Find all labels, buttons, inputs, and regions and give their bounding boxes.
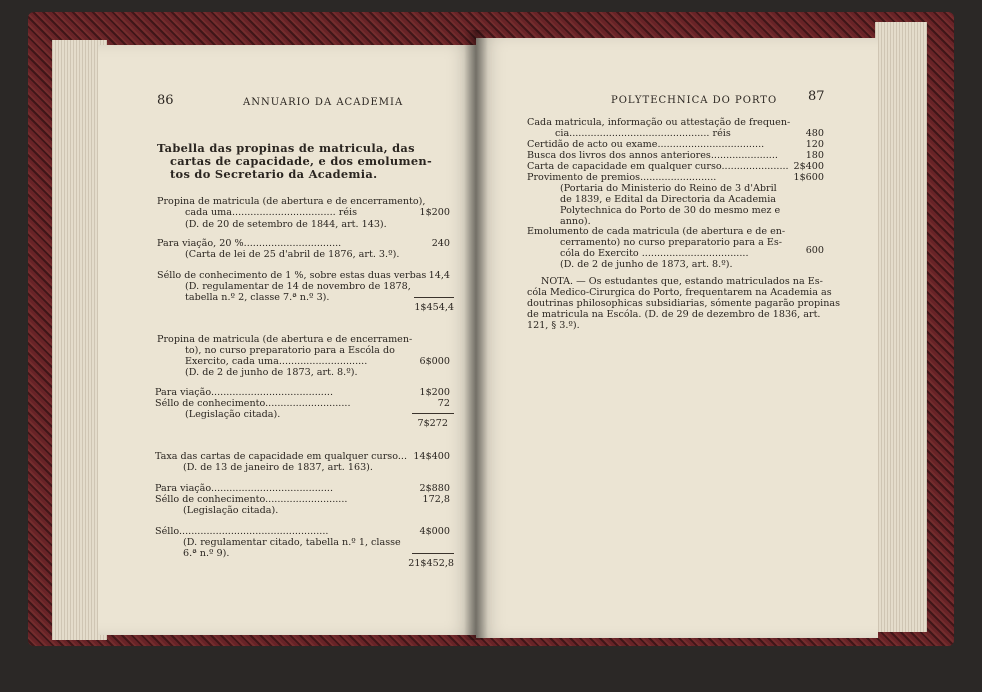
left-subtotal: 7$272: [417, 418, 448, 429]
right-entry-text: Polytechnica do Porto de 30 do mesmo mez e: [560, 205, 781, 216]
left-entry-text: Séllo de conhecimento de 1 %, sobre estas duas verbas: [157, 270, 427, 281]
left-entry-text: (D. de 2 de junho de 1873, art. 8.º).: [185, 367, 358, 378]
left-entry-amount: 14,4: [428, 270, 450, 281]
left-entry-text: cada uma.................................. réis: [185, 207, 357, 218]
left-entry-text: Taxa das cartas de capacidade em qualquer curso...: [155, 451, 407, 462]
note-line: cóla Medico-Cirurgica do Porto, frequentarem na Academia as: [527, 287, 832, 298]
note-line: 121, § 3.º).: [527, 320, 580, 331]
right-entry-amount: 120: [805, 139, 824, 150]
right-entry-text: Cada matricula, informação ou attestação de frequen-: [527, 117, 791, 128]
table-title-line-3: tos do Secretario da Academia.: [170, 167, 378, 181]
left-subtotal: 1$454,4: [414, 302, 454, 313]
note-line: NOTA. — Os estudantes que, estando matriculados na Es-: [541, 276, 823, 287]
left-entry-amount: 4$000: [419, 526, 450, 537]
table-title-line-1: Tabella das propinas de matricula, das: [157, 141, 415, 155]
left-entry-text: to), no curso preparatorio para a Escóla do: [185, 345, 395, 356]
right-entry-text: anno).: [560, 216, 591, 227]
left-entry-text: Séllo de conhecimento............................: [155, 398, 351, 409]
right-entry-amount: 1$600: [793, 172, 824, 183]
left-entry-amount: 6$000: [419, 356, 450, 367]
left-entry-text: (Legislação citada).: [185, 409, 281, 420]
right-entry-amount: 600: [805, 245, 824, 256]
left-entry-amount: 1$200: [419, 207, 450, 218]
left-entry-amount: 172,8: [422, 494, 450, 505]
left-page-number: 86: [157, 93, 174, 108]
right-entry-text: cerramento) no curso preparatorio para a Es-: [560, 237, 783, 248]
left-entry-text: Exercito, cada uma.............................: [185, 356, 368, 367]
right-entry-text: Certidão de acto ou exame...................................: [527, 139, 765, 150]
right-entry-amount: 180: [805, 150, 824, 161]
left-entry-text: (Carta de lei de 25 d'abril de 1876, art. 3.º).: [185, 249, 400, 260]
left-entry-text: (D. regulamentar citado, tabella n.º 1, classe: [183, 537, 401, 548]
note-line: doutrinas philosophicas subsidiarias, sómente pagarão propinas: [527, 298, 841, 309]
note-line: de matricula na Escóla. (D. de 29 de dezembro de 1836, art.: [527, 309, 821, 320]
left-grand-total: 21$452,8: [408, 558, 454, 569]
left-running-head: ANNUARIO DA ACADEMIA: [243, 97, 404, 108]
left-entry-text: Para viação........................................: [155, 387, 333, 398]
right-entry-text: cóla do Exercito ...................................: [560, 248, 749, 259]
book-gutter: [464, 30, 488, 640]
right-page-number: 87: [808, 89, 825, 104]
left-entry-text: (D. regulamentar de 14 de novembro de 1878,: [185, 281, 411, 292]
left-entry-text: tabella n.º 2, classe 7.ª n.º 3).: [185, 292, 330, 303]
left-entry-amount: 14$400: [413, 451, 450, 462]
right-entry-text: Emolumento de cada matricula (de abertura e de en-: [527, 226, 786, 237]
left-entry-text: Séllo de conhecimento...........................: [155, 494, 348, 505]
right-entry-text: (Portaria do Ministerio do Reino de 3 d'Abril: [560, 183, 777, 194]
left-entry-text: (D. de 20 de setembro de 1844, art. 143).: [185, 219, 387, 230]
left-entry-text: (D. de 13 de janeiro de 1837, art. 163).: [183, 462, 373, 473]
right-entry-text: Carta de capacidade em qualquer curso......................: [527, 161, 789, 172]
left-entry-amount: 72: [437, 398, 450, 409]
right-entry-amount: 480: [805, 128, 824, 139]
right-entry-text: (D. de 2 de junho de 1873, art. 8.º).: [560, 259, 733, 270]
left-entry-amount: 240: [431, 238, 450, 249]
left-entry-text: Propina de matricula (de abertura e de encerramento),: [157, 196, 426, 207]
sum-rule: [414, 297, 454, 298]
right-entry-text: Busca dos livros dos annos anteriores......................: [527, 150, 778, 161]
sum-rule: [412, 413, 454, 414]
right-entry-text: de 1839, e Edital da Directoria da Academia: [560, 194, 777, 205]
left-entry-amount: 2$880: [419, 483, 450, 494]
left-entry-text: Para viação........................................: [155, 483, 333, 494]
right-entry-text: cia.............................................. réis: [555, 128, 731, 139]
table-title-line-2: cartas de capacidade, e dos emolumen-: [170, 154, 432, 168]
left-entry-text: (Legislação citada).: [183, 505, 279, 516]
left-entry-amount: 1$200: [419, 387, 450, 398]
left-entry-text: 6.ª n.º 9).: [183, 548, 230, 559]
left-entry-text: Para viação, 20 %................................: [157, 238, 342, 249]
right-entry-amount: 2$400: [793, 161, 824, 172]
left-entry-text: Propina de matricula (de abertura e de encerramen-: [157, 334, 413, 345]
right-page-edges: [875, 22, 927, 632]
left-entry-text: Séllo.................................................: [155, 526, 329, 537]
sum-rule: [412, 553, 454, 554]
right-entry-text: Provimento de premios.........................: [527, 172, 717, 183]
right-running-head: POLYTECHNICA DO PORTO: [611, 95, 778, 106]
